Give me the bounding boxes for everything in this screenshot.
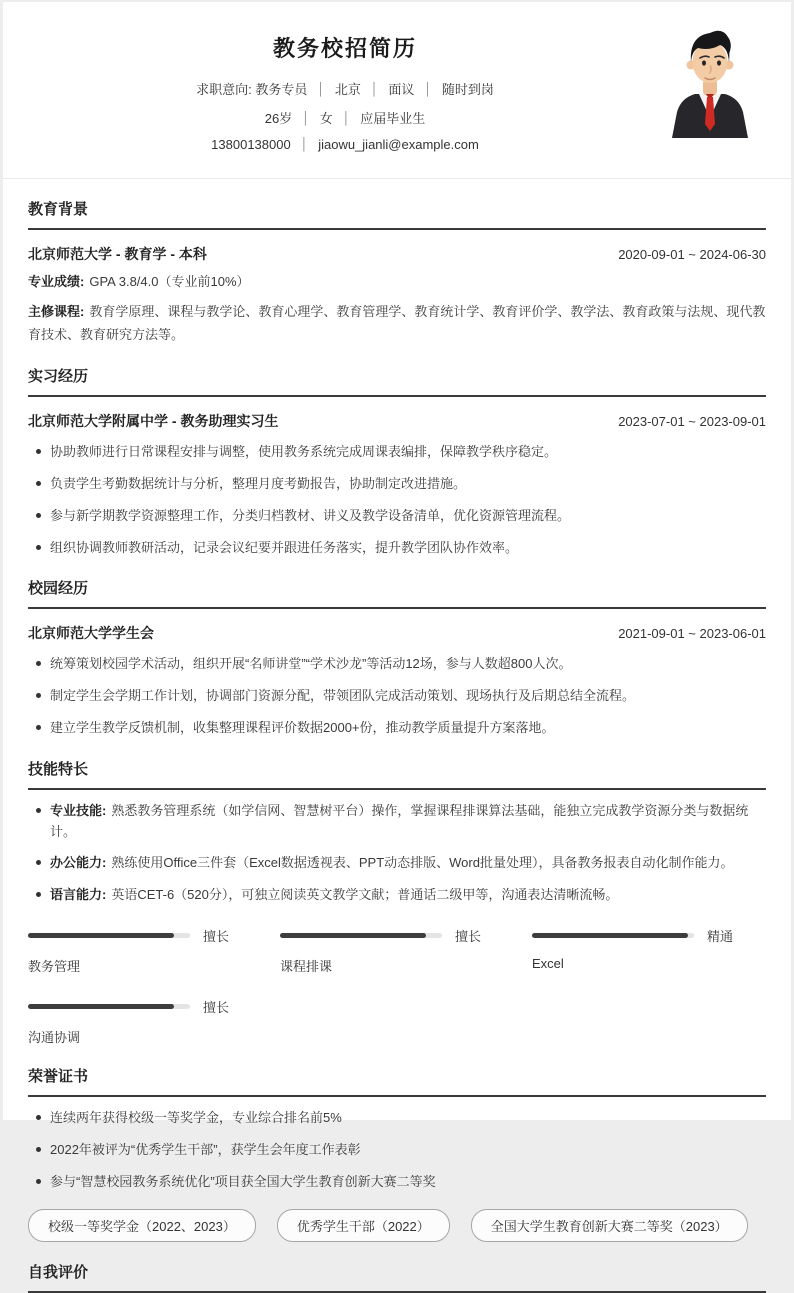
section-education — [28, 198, 766, 346]
graduate-status: 应届毕业生 — [360, 111, 426, 126]
list-item — [28, 885, 766, 906]
skill-bar-track — [28, 1004, 190, 1009]
list-item: 协助教师进行日常课程安排与调整，使用教务系统完成周课表编排，保障教学秩序稳定。 — [28, 442, 766, 463]
campus-org: 北京师范大学学生会 — [28, 625, 154, 642]
skill-level-label: 精通 — [707, 929, 734, 945]
list-item: 负责学生考勤数据统计与分析，整理月度考勤报告，协助制定改进措施。 — [28, 474, 766, 495]
resume-page — [3, 2, 791, 1282]
gpa-label: 专业成绩: — [28, 274, 85, 289]
skill-bar-track — [28, 933, 190, 938]
honor-tag: 全国大学生教育创新大赛二等奖（2023） — [471, 1209, 748, 1242]
contact-line-reach — [28, 137, 662, 152]
school-name: 北京师范大学 - 教育学 - 本科 — [28, 246, 207, 262]
section-skills — [28, 758, 766, 1046]
list-item: 建立学生教学反馈机制，收集整理课程评价数据2000+份，推动教学质量提升方案落地。 — [28, 718, 766, 739]
section-self-evaluation — [28, 1261, 766, 1293]
honors-bullet-list — [28, 1108, 766, 1192]
skill-bar-track — [280, 933, 442, 938]
honor-tag: 校级一等奖学金（2022、2023） — [28, 1209, 256, 1242]
skill-bar-grid — [28, 926, 766, 1046]
list-item — [28, 801, 766, 843]
honor-tag: 优秀学生干部（2022） — [277, 1209, 450, 1242]
skill-bar-item — [28, 926, 262, 975]
email-address: jiaowu_jianli@example.com — [318, 137, 479, 152]
skill-bar-fill — [28, 1004, 174, 1009]
skill-text: 熟悉教务管理系统（如学信网、智慧树平台）操作，掌握课程排课算法基础，能独立完成教学资源分类与数据统计。 — [50, 802, 749, 839]
skill-text: 熟练使用Office三件套（Excel数据透视表、PPT动态排版、Word批量处理），具备教务报表自动化制作能力。 — [111, 855, 734, 871]
contact-line-personal — [28, 108, 662, 127]
skill-bar-fill — [28, 933, 174, 938]
education-entry-head — [28, 244, 766, 264]
skill-level-label: 擅长 — [203, 1000, 230, 1016]
separator: │ — [300, 137, 309, 151]
skill-bar-fill — [532, 933, 688, 938]
gender: 女 — [319, 111, 333, 126]
gpa-row — [28, 271, 766, 294]
avatar-photo — [662, 24, 758, 138]
skill-label: 专业技能: — [50, 802, 107, 818]
skill-bar-row — [280, 926, 514, 945]
salary: 面议 — [388, 82, 415, 97]
skills-bullet-list — [28, 801, 766, 906]
campus-date-range: 2021-09-01 ~ 2023-06-01 — [618, 626, 766, 642]
honor-tag-list — [28, 1209, 766, 1242]
section-campus — [28, 577, 766, 738]
internship-bullet-list — [28, 442, 766, 558]
skill-name: 课程排课 — [280, 959, 333, 975]
section-honors — [28, 1065, 766, 1242]
section-internship — [28, 365, 766, 558]
education-date-range: 2020-09-01 ~ 2024-06-30 — [618, 247, 766, 262]
internship-date-range: 2023-07-01 ~ 2023-09-01 — [618, 414, 766, 430]
list-item: 制定学生会学期工作计划，协调部门资源分配，带领团队完成活动策划、现场执行及后期总结全流程。 — [28, 686, 766, 707]
separator: │ — [317, 82, 325, 96]
skill-text: 英语CET-6（520分），可独立阅读英文教学文献；普通话二级甲等，沟通表达清晰流畅。 — [111, 887, 619, 903]
skill-name: 教务管理 — [28, 959, 81, 975]
city: 北京 — [334, 82, 361, 97]
section-title-campus: 校园经历 — [28, 577, 766, 609]
list-item: 2022年被评为“优秀学生干部”，获学生会年度工作表彰 — [28, 1140, 766, 1161]
list-item: 参与“智慧校园教务系统优化”项目获全国大学生教育创新大赛二等奖 — [28, 1172, 766, 1193]
skill-level-label: 擅长 — [455, 929, 482, 945]
skill-bar-row — [28, 926, 262, 945]
avatar-illustration — [662, 24, 758, 138]
courses-value: 教育学原理、课程与教学论、教育心理学、教育管理学、教育统计学、教育评价学、教学法、教育政策与法规、现代教育技术、教育研究方法等。 — [28, 303, 766, 342]
separator: │ — [302, 111, 310, 125]
availability: 随时到岗 — [441, 82, 494, 97]
list-item — [28, 853, 766, 874]
skill-label: 语言能力: — [50, 887, 107, 903]
skill-bar-row — [28, 997, 262, 1016]
resume-header — [3, 2, 791, 179]
separator: │ — [370, 82, 379, 96]
campus-bullet-list — [28, 654, 766, 738]
skill-name: Excel — [532, 956, 564, 972]
section-title-education: 教育背景 — [28, 198, 766, 230]
contact-line-intent — [28, 79, 662, 98]
courses-label: 主修课程: — [28, 303, 85, 319]
courses-row — [28, 301, 766, 347]
skill-bar-item — [532, 926, 766, 975]
list-item: 参与新学期教学资源整理工作，分类归档教材、讲义及教学设备清单，优化资源管理流程。 — [28, 506, 766, 527]
gpa-value: GPA 3.8/4.0（专业前10%） — [89, 274, 250, 289]
phone-number: 13800138000 — [211, 137, 291, 152]
page-title: 教务校招简历 — [272, 36, 417, 61]
section-title-self-evaluation: 自我评价 — [28, 1261, 766, 1293]
section-title-internship: 实习经历 — [28, 365, 766, 397]
internship-entry-head — [28, 411, 766, 431]
skill-bar-item — [280, 926, 514, 975]
header-contact-block — [28, 24, 662, 162]
skill-bar-fill — [280, 933, 426, 938]
age: 26岁 — [264, 111, 293, 126]
campus-entry-head — [28, 623, 766, 643]
separator: │ — [424, 82, 432, 96]
list-item: 统筹策划校园学术活动，组织开展“名师讲堂”“学术沙龙”等活动12场，参与人数超800人次。 — [28, 654, 766, 675]
skill-label: 办公能力: — [50, 855, 107, 871]
list-item: 组织协调教师教研活动，记录会议纪要并跟进任务落实，提升教学团队协作效率。 — [28, 538, 766, 559]
section-title-honors: 荣誉证书 — [28, 1065, 766, 1097]
separator: │ — [342, 111, 351, 125]
list-item: 连续两年获得校级一等奖学金，专业综合排名前5% — [28, 1108, 766, 1129]
internship-org: 北京师范大学附属中学 - 教务助理实习生 — [28, 413, 279, 430]
section-title-skills: 技能特长 — [28, 758, 766, 790]
job-intent: 求职意向: 教务专员 — [196, 82, 308, 97]
skill-level-label: 擅长 — [203, 929, 230, 945]
skill-bar-item — [28, 997, 262, 1046]
skill-bar-row — [532, 926, 766, 945]
skill-bar-track — [532, 933, 694, 938]
skill-name: 沟通协调 — [28, 1030, 81, 1046]
